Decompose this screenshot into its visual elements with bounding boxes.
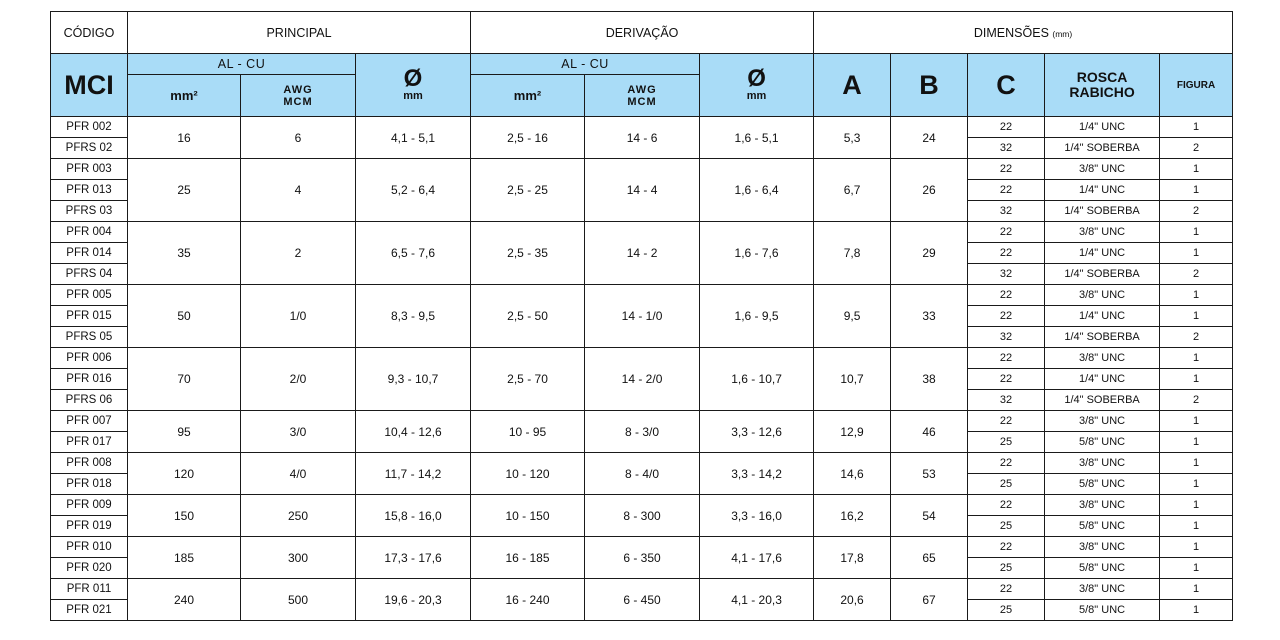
derivacao-awg-cell: 6 - 350 xyxy=(585,537,700,579)
figura-cell: 1 xyxy=(1160,432,1233,453)
derivacao-mm2-cell: 2,5 - 70 xyxy=(471,348,585,411)
derivacao-header: DERIVAÇÃO xyxy=(471,12,814,54)
figura-cell: 1 xyxy=(1160,516,1233,537)
figura-cell: 2 xyxy=(1160,138,1233,159)
dim-b-cell: 53 xyxy=(891,453,968,495)
dim-a-cell: 14,6 xyxy=(814,453,891,495)
code-cell: PFR 003 xyxy=(51,159,128,180)
figura-cell: 1 xyxy=(1160,285,1233,306)
rosca-cell: 3/8" UNC xyxy=(1045,495,1160,516)
code-cell: PFR 010 xyxy=(51,537,128,558)
derivacao-diameter-cell: 1,6 - 9,5 xyxy=(700,285,814,348)
code-cell: PFR 005 xyxy=(51,285,128,306)
principal-mm2-cell: 70 xyxy=(128,348,241,411)
dim-b-cell: 29 xyxy=(891,222,968,285)
principal-diameter-cell: 10,4 - 12,6 xyxy=(356,411,471,453)
principal-awg-cell: 3/0 xyxy=(241,411,356,453)
figura-cell: 1 xyxy=(1160,180,1233,201)
dim-a-cell: 9,5 xyxy=(814,285,891,348)
awg-label: AWG xyxy=(283,83,313,96)
principal-diameter-cell: 6,5 - 7,6 xyxy=(356,222,471,285)
rosca-cell: 1/4" SOBERBA xyxy=(1045,327,1160,348)
dim-c-cell: 25 xyxy=(968,558,1045,579)
principal-mm2-cell: 240 xyxy=(128,579,241,621)
dim-a-cell: 6,7 xyxy=(814,159,891,222)
rosca-cell: 1/4" UNC xyxy=(1045,117,1160,138)
dim-b-cell: 46 xyxy=(891,411,968,453)
dim-c-cell: 22 xyxy=(968,348,1045,369)
rosca-cell: 1/4" UNC xyxy=(1045,369,1160,390)
derivacao-diameter-cell: 4,1 - 17,6 xyxy=(700,537,814,579)
principal-awg-cell: 1/0 xyxy=(241,285,356,348)
code-cell: PFR 009 xyxy=(51,495,128,516)
principal-awg-cell: 500 xyxy=(241,579,356,621)
figura-cell: 1 xyxy=(1160,348,1233,369)
derivacao-mm2-cell: 16 - 240 xyxy=(471,579,585,621)
principal-mm2-cell: 25 xyxy=(128,159,241,222)
derivacao-mm2-cell: 2,5 - 50 xyxy=(471,285,585,348)
dim-c-cell: 22 xyxy=(968,117,1045,138)
figura-cell: 1 xyxy=(1160,369,1233,390)
dim-c-header: C xyxy=(968,54,1045,117)
figura-cell: 1 xyxy=(1160,117,1233,138)
figura-cell: 2 xyxy=(1160,264,1233,285)
dim-c-cell: 22 xyxy=(968,495,1045,516)
table-row xyxy=(51,159,1233,180)
derivacao-diameter-cell: 1,6 - 7,6 xyxy=(700,222,814,285)
figura-cell: 1 xyxy=(1160,306,1233,327)
rosca-cell: 1/4" SOBERBA xyxy=(1045,201,1160,222)
code-cell: PFR 002 xyxy=(51,117,128,138)
dim-c-cell: 22 xyxy=(968,537,1045,558)
rosca-rabicho-header xyxy=(1045,54,1160,117)
rosca-cell: 3/8" UNC xyxy=(1045,453,1160,474)
principal-mm2-cell: 95 xyxy=(128,411,241,453)
derivacao-awg-cell: 8 - 3/0 xyxy=(585,411,700,453)
rosca-cell: 5/8" UNC xyxy=(1045,600,1160,621)
derivacao-diameter-header xyxy=(700,54,814,117)
derivacao-awg-cell: 8 - 300 xyxy=(585,495,700,537)
dim-a-cell: 17,8 xyxy=(814,537,891,579)
dim-c-cell: 22 xyxy=(968,285,1045,306)
code-cell: PFR 011 xyxy=(51,579,128,600)
figura-cell: 1 xyxy=(1160,600,1233,621)
rosca-cell: 5/8" UNC xyxy=(1045,432,1160,453)
spec-table xyxy=(50,11,1233,621)
derivacao-mm2-cell: 10 - 120 xyxy=(471,453,585,495)
table-row xyxy=(51,495,1233,516)
principal-diameter-cell: 15,8 - 16,0 xyxy=(356,495,471,537)
principal-awg-cell: 4 xyxy=(241,159,356,222)
dim-b-cell: 24 xyxy=(891,117,968,159)
dim-b-cell: 33 xyxy=(891,285,968,348)
derivacao-awg-cell: 14 - 1/0 xyxy=(585,285,700,348)
dim-b-cell: 38 xyxy=(891,348,968,411)
dim-c-cell: 25 xyxy=(968,432,1045,453)
figura-cell: 1 xyxy=(1160,243,1233,264)
table-row xyxy=(51,579,1233,600)
rosca-label: ROSCA xyxy=(1076,69,1128,85)
dim-c-cell: 25 xyxy=(968,516,1045,537)
principal-awg-cell: 300 xyxy=(241,537,356,579)
figura-cell: 1 xyxy=(1160,411,1233,432)
dim-c-cell: 22 xyxy=(968,243,1045,264)
dim-b-cell: 26 xyxy=(891,159,968,222)
code-cell: PFRS 05 xyxy=(51,327,128,348)
rosca-cell: 3/8" UNC xyxy=(1045,348,1160,369)
code-cell: PFRS 06 xyxy=(51,390,128,411)
rosca-cell: 3/8" UNC xyxy=(1045,222,1160,243)
figura-cell: 1 xyxy=(1160,222,1233,243)
dim-c-cell: 22 xyxy=(968,579,1045,600)
derivacao-al-cu-header: AL - CU xyxy=(471,54,700,75)
dim-c-cell: 25 xyxy=(968,474,1045,495)
derivacao-awg-cell: 14 - 4 xyxy=(585,159,700,222)
principal-mm2-header: mm² xyxy=(128,75,241,117)
rosca-cell: 3/8" UNC xyxy=(1045,411,1160,432)
mcm-label: MCM xyxy=(627,95,657,108)
dim-c-cell: 32 xyxy=(968,201,1045,222)
dim-c-cell: 22 xyxy=(968,411,1045,432)
principal-mm2-cell: 150 xyxy=(128,495,241,537)
derivacao-diameter-cell: 1,6 - 6,4 xyxy=(700,159,814,222)
table-row xyxy=(51,453,1233,474)
awg-label: AWG xyxy=(627,83,657,96)
code-cell: PFR 006 xyxy=(51,348,128,369)
dim-b-cell: 67 xyxy=(891,579,968,621)
dim-b-cell: 54 xyxy=(891,495,968,537)
dimensoes-label: DIMENSÕES xyxy=(973,25,1049,40)
derivacao-awg-header xyxy=(585,75,700,117)
rosca-cell: 1/4" SOBERBA xyxy=(1045,390,1160,411)
dim-b-header: B xyxy=(891,54,968,117)
derivacao-diameter-cell: 3,3 - 12,6 xyxy=(700,411,814,453)
table-body xyxy=(51,117,1233,621)
dim-c-cell: 32 xyxy=(968,327,1045,348)
dim-c-cell: 22 xyxy=(968,453,1045,474)
derivacao-mm2-cell: 16 - 185 xyxy=(471,537,585,579)
dim-a-cell: 10,7 xyxy=(814,348,891,411)
code-cell: PFR 013 xyxy=(51,180,128,201)
derivacao-diameter-cell: 1,6 - 5,1 xyxy=(700,117,814,159)
dim-c-cell: 22 xyxy=(968,159,1045,180)
principal-header: PRINCIPAL xyxy=(128,12,471,54)
principal-diameter-cell: 9,3 - 10,7 xyxy=(356,348,471,411)
code-cell: PFR 019 xyxy=(51,516,128,537)
derivacao-awg-cell: 14 - 2/0 xyxy=(585,348,700,411)
code-cell: PFR 016 xyxy=(51,369,128,390)
derivacao-awg-cell: 14 - 6 xyxy=(585,117,700,159)
dim-a-cell: 12,9 xyxy=(814,411,891,453)
dim-a-cell: 7,8 xyxy=(814,222,891,285)
figura-cell: 1 xyxy=(1160,474,1233,495)
principal-diameter-cell: 8,3 - 9,5 xyxy=(356,285,471,348)
diameter-icon: Ø xyxy=(747,65,766,92)
dim-c-cell: 32 xyxy=(968,138,1045,159)
code-cell: PFRS 02 xyxy=(51,138,128,159)
code-cell: PFR 018 xyxy=(51,474,128,495)
principal-diameter-cell: 19,6 - 20,3 xyxy=(356,579,471,621)
derivacao-mm2-cell: 10 - 150 xyxy=(471,495,585,537)
dim-c-cell: 22 xyxy=(968,222,1045,243)
rosca-cell: 3/8" UNC xyxy=(1045,159,1160,180)
diameter-unit: mm xyxy=(403,90,423,102)
principal-al-cu-header: AL - CU xyxy=(128,54,356,75)
dim-c-cell: 25 xyxy=(968,600,1045,621)
figura-cell: 1 xyxy=(1160,537,1233,558)
derivacao-diameter-cell: 4,1 - 20,3 xyxy=(700,579,814,621)
code-cell: PFRS 03 xyxy=(51,201,128,222)
principal-mm2-cell: 50 xyxy=(128,285,241,348)
principal-awg-cell: 2/0 xyxy=(241,348,356,411)
dim-a-cell: 5,3 xyxy=(814,117,891,159)
dim-a-cell: 20,6 xyxy=(814,579,891,621)
principal-diameter-cell: 11,7 - 14,2 xyxy=(356,453,471,495)
rosca-cell: 3/8" UNC xyxy=(1045,537,1160,558)
derivacao-awg-cell: 8 - 4/0 xyxy=(585,453,700,495)
dimensoes-header xyxy=(814,12,1233,54)
rosca-cell: 1/4" SOBERBA xyxy=(1045,138,1160,159)
principal-mm2-cell: 35 xyxy=(128,222,241,285)
rosca-cell: 1/4" UNC xyxy=(1045,306,1160,327)
codigo-header: CÓDIGO xyxy=(51,12,128,54)
dim-c-cell: 32 xyxy=(968,264,1045,285)
rosca-cell: 1/4" UNC xyxy=(1045,180,1160,201)
figura-cell: 2 xyxy=(1160,390,1233,411)
code-cell: PFR 008 xyxy=(51,453,128,474)
dim-a-header: A xyxy=(814,54,891,117)
figura-cell: 1 xyxy=(1160,495,1233,516)
principal-diameter-cell: 17,3 - 17,6 xyxy=(356,537,471,579)
principal-awg-header xyxy=(241,75,356,117)
table-row xyxy=(51,117,1233,138)
dimensoes-unit: (mm) xyxy=(1052,28,1073,39)
table-row xyxy=(51,285,1233,306)
principal-mm2-cell: 185 xyxy=(128,537,241,579)
figura-cell: 1 xyxy=(1160,579,1233,600)
rosca-cell: 1/4" SOBERBA xyxy=(1045,264,1160,285)
derivacao-mm2-cell: 2,5 - 35 xyxy=(471,222,585,285)
rabicho-label: RABICHO xyxy=(1069,84,1135,100)
derivacao-mm2-header: mm² xyxy=(471,75,585,117)
figura-header: FIGURA xyxy=(1160,54,1233,117)
dim-c-cell: 22 xyxy=(968,180,1045,201)
derivacao-mm2-cell: 10 - 95 xyxy=(471,411,585,453)
rosca-cell: 5/8" UNC xyxy=(1045,474,1160,495)
principal-awg-cell: 6 xyxy=(241,117,356,159)
code-cell: PFR 021 xyxy=(51,600,128,621)
derivacao-diameter-cell: 3,3 - 14,2 xyxy=(700,453,814,495)
derivacao-awg-cell: 14 - 2 xyxy=(585,222,700,285)
rosca-cell: 1/4" UNC xyxy=(1045,243,1160,264)
principal-awg-cell: 4/0 xyxy=(241,453,356,495)
dim-c-cell: 32 xyxy=(968,390,1045,411)
principal-awg-cell: 2 xyxy=(241,222,356,285)
table-row xyxy=(51,537,1233,558)
code-cell: PFR 017 xyxy=(51,432,128,453)
rosca-cell: 3/8" UNC xyxy=(1045,285,1160,306)
code-cell: PFRS 04 xyxy=(51,264,128,285)
dim-c-cell: 22 xyxy=(968,369,1045,390)
principal-diameter-cell: 4,1 - 5,1 xyxy=(356,117,471,159)
figura-cell: 1 xyxy=(1160,558,1233,579)
derivacao-diameter-cell: 1,6 - 10,7 xyxy=(700,348,814,411)
principal-awg-cell: 250 xyxy=(241,495,356,537)
code-cell: PFR 020 xyxy=(51,558,128,579)
table-row xyxy=(51,411,1233,432)
code-cell: PFR 007 xyxy=(51,411,128,432)
rosca-cell: 5/8" UNC xyxy=(1045,558,1160,579)
mci-header: MCI xyxy=(51,54,128,117)
code-cell: PFR 015 xyxy=(51,306,128,327)
principal-diameter-header xyxy=(356,54,471,117)
diameter-icon: Ø xyxy=(403,65,423,92)
derivacao-diameter-cell: 3,3 - 16,0 xyxy=(700,495,814,537)
rosca-cell: 5/8" UNC xyxy=(1045,516,1160,537)
code-cell: PFR 014 xyxy=(51,243,128,264)
dim-b-cell: 65 xyxy=(891,537,968,579)
derivacao-awg-cell: 6 - 450 xyxy=(585,579,700,621)
rosca-cell: 3/8" UNC xyxy=(1045,579,1160,600)
principal-mm2-cell: 120 xyxy=(128,453,241,495)
diameter-unit: mm xyxy=(746,90,767,102)
dim-a-cell: 16,2 xyxy=(814,495,891,537)
figura-cell: 2 xyxy=(1160,201,1233,222)
figura-cell: 2 xyxy=(1160,327,1233,348)
derivacao-mm2-cell: 2,5 - 16 xyxy=(471,117,585,159)
mcm-label: MCM xyxy=(283,95,313,108)
figura-cell: 1 xyxy=(1160,159,1233,180)
derivacao-mm2-cell: 2,5 - 25 xyxy=(471,159,585,222)
principal-mm2-cell: 16 xyxy=(128,117,241,159)
principal-diameter-cell: 5,2 - 6,4 xyxy=(356,159,471,222)
code-cell: PFR 004 xyxy=(51,222,128,243)
dim-c-cell: 22 xyxy=(968,306,1045,327)
table-row xyxy=(51,348,1233,369)
table-row xyxy=(51,222,1233,243)
figura-cell: 1 xyxy=(1160,453,1233,474)
